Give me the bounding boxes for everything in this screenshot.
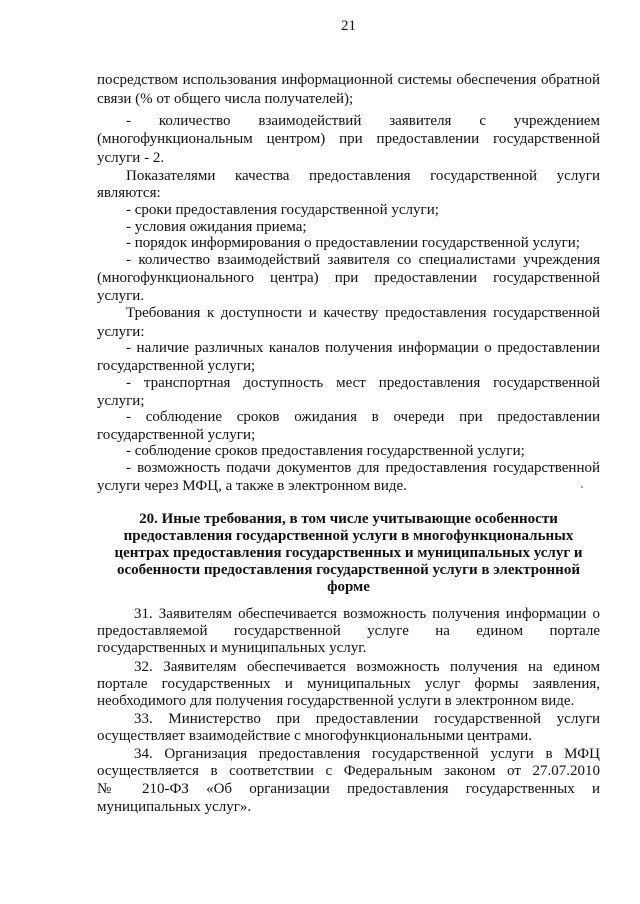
heading-line: центрах предоставления государственных и муниципальных услуг и — [114, 545, 583, 561]
heading-line: 20. Иные требования, в том числе учитывающие особенности — [139, 511, 558, 527]
heading-line: форме — [327, 579, 370, 595]
text-line: 33. Министерство при предоставлении государственной услуги — [134, 711, 600, 727]
text-line: осуществляется в соответствии с Федеральным законом от 27.07.2010 — [97, 763, 600, 779]
text-line: Показателями качества предоставления государственной услуги — [126, 168, 600, 184]
text-line: - транспортная доступность мест предоставления государственной — [126, 375, 600, 391]
text-line: № 210-ФЗ «Об организации предоставления государственных и — [97, 781, 600, 797]
text-line: - сроки предоставления государственной услуги; — [126, 202, 439, 218]
text-line: посредством использования информационной системы обеспечения обратной — [97, 72, 600, 88]
text-line: услуги; — [97, 393, 145, 409]
text-line: предоставляемой государственной услуге на едином портале — [97, 623, 600, 639]
text-line: - соблюдение сроков ожидания в очереди при предоставлении — [126, 409, 600, 425]
text-line: - соблюдение сроков предоставления государственной услуги; — [126, 443, 525, 459]
text-line: - количество взаимодействий заявителя со специалистами учреждения — [126, 252, 600, 268]
heading-line: предоставления государственной услуги в многофункциональных — [123, 528, 574, 544]
text-line: - количество взаимодействий заявителя с учреждением — [126, 113, 600, 129]
text-line: необходимого для получения государственной услуги в электронном виде. — [97, 693, 575, 709]
page-number: 21 — [341, 18, 356, 34]
text-line: услуги: — [97, 324, 145, 340]
text-line: (многофункциональным центром) при предоставлении государственной — [97, 131, 600, 147]
heading-line: особенности предоставления государственной услуги в электронной — [117, 562, 580, 578]
text-line: государственной услуги; — [97, 427, 256, 443]
text-line: услуги. — [97, 288, 145, 304]
text-line: государственной услуги; — [97, 358, 256, 374]
text-line: 32. Заявителям обеспечивается возможность получения на едином — [134, 659, 600, 675]
text-line: (многофункционального центра) при предоставлении государственной — [97, 270, 600, 286]
text-line: муниципальных услуг». — [97, 799, 252, 815]
text-line: осуществляет взаимодействие с многофункциональными центрами. — [97, 728, 532, 744]
text-line: государственных и муниципальных услуг. — [97, 640, 367, 656]
text-line: Требования к доступности и качеству предоставления государственной — [126, 305, 600, 321]
text-line: услуги - 2. — [97, 150, 165, 166]
text-line: 34. Организация предоставления государственной услуги в МФЦ — [134, 746, 600, 762]
text-line: связи (% от общего числа получателей); — [97, 91, 354, 107]
text-line: услуги через МФЦ, а также в электронном виде. — [97, 478, 407, 494]
text-line: - условия ожидания приема; — [126, 219, 307, 235]
text-line: являются: — [97, 185, 161, 201]
scan-speck — [581, 486, 583, 488]
text-line: - возможность подачи документов для предоставления государственной — [126, 460, 600, 476]
text-line: - порядок информирования о предоставлении государственной услуги; — [126, 235, 580, 251]
text-line: - наличие различных каналов получения информации о предоставлении — [126, 340, 600, 356]
text-line: портале государственных и муниципальных услуг формы заявления, — [97, 676, 600, 692]
text-line: 31. Заявителям обеспечивается возможность получения информации о — [134, 606, 600, 622]
